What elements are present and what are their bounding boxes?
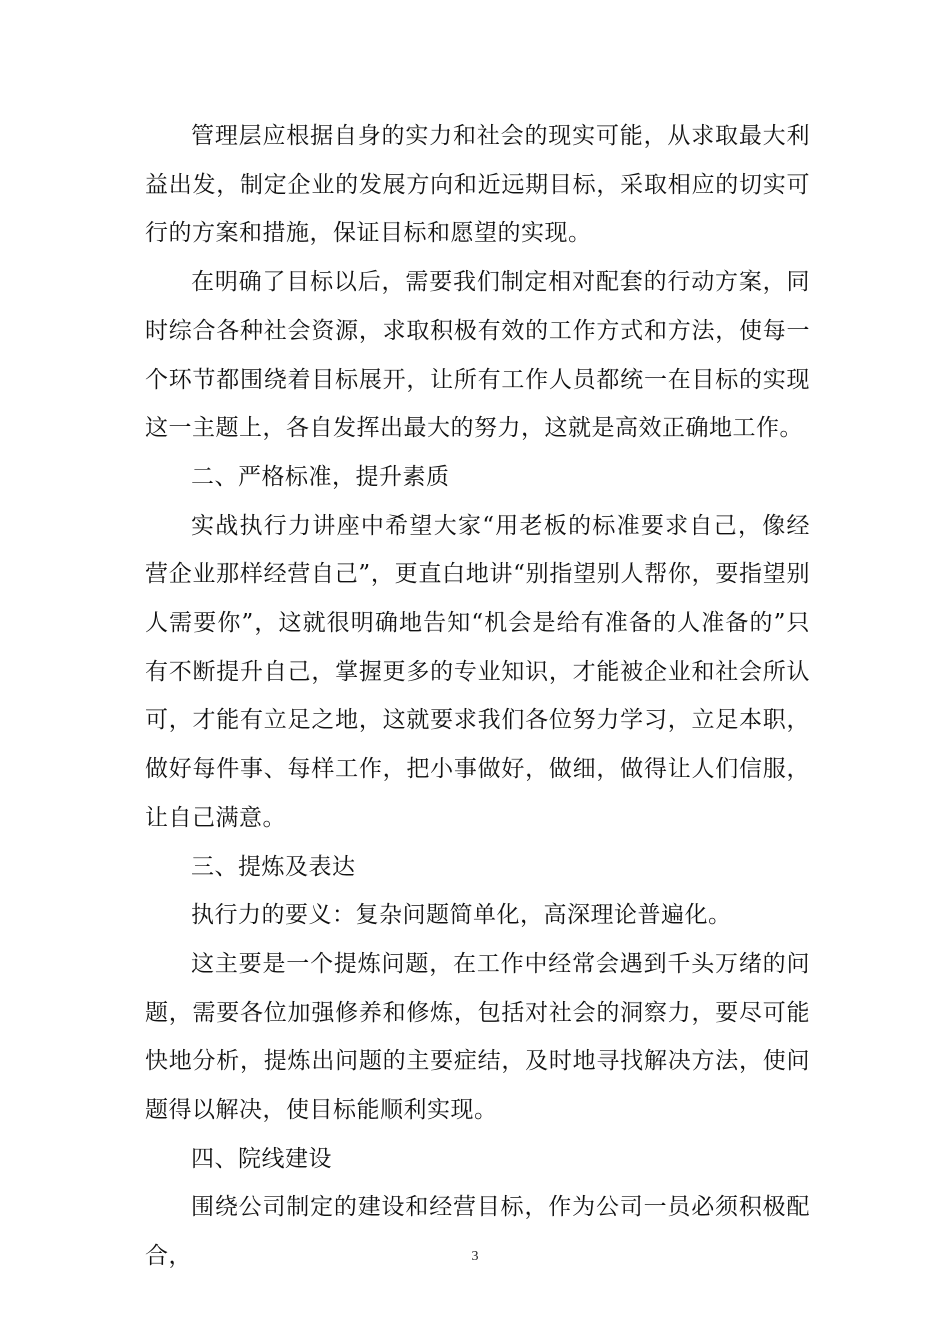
paragraph-action-plan: 在明确了目标以后，需要我们制定相对配套的行动方案，同时综合各种社会资源，求取积极有效的工作方式和方法，使每一个环节都围绕着目标展开，让所有工作人员都统一在目标的实现这一主题上，各自发挥出最大的努力，这就是高效正确地工作。 [145, 269, 810, 442]
paragraph-self-improvement: 实战执行力讲座中希望大家“用老板的标准要求自己，像经营企业那样经营自己”，更直白地讲“别指望别人帮你，要指望别人需要你”，这就很明确地告知“机会是给有准备的人准备的”只有不断提升自己，掌握更多的专业知识，才能被企业和社会所认可，才能有立足之地，这就要求我们各位努力学习，立足本职，做好每件事、每样工作，把小事做好，做细，做得让人们信服，让自己满意。 [145, 512, 810, 831]
section-heading-expression: 三、提炼及表达 [191, 853, 356, 880]
page-number: 3 [471, 1249, 479, 1264]
document-body [145, 112, 810, 1281]
section-heading-cinema-chain: 四、院线建设 [191, 1145, 332, 1172]
paragraph-problem-refining: 这主要是一个提炼问题，在工作中经常会遇到千头万绪的问题，需要各位加强修养和修炼，包括对社会的洞察力，要尽可能快地分析，提炼出问题的主要症结，及时地寻找解决方法，使问题得以解决，使目标能顺利实现。 [145, 950, 810, 1124]
paragraph-execution-essence: 执行力的要义：复杂问题简单化，高深理论普遍化。 [191, 902, 732, 929]
paragraph-company-goals: 围绕公司制定的建设和经营目标，作为公司一员必须积极配合， [145, 1194, 810, 1270]
paragraph-management-goals: 管理层应根据自身的实力和社会的现实可能，从求取最大利益出发，制定企业的发展方向和近远期目标，采取相应的切实可行的方案和措施，保证目标和愿望的实现。 [145, 123, 810, 247]
section-heading-standards: 二、严格标准，提升素质 [191, 463, 450, 490]
